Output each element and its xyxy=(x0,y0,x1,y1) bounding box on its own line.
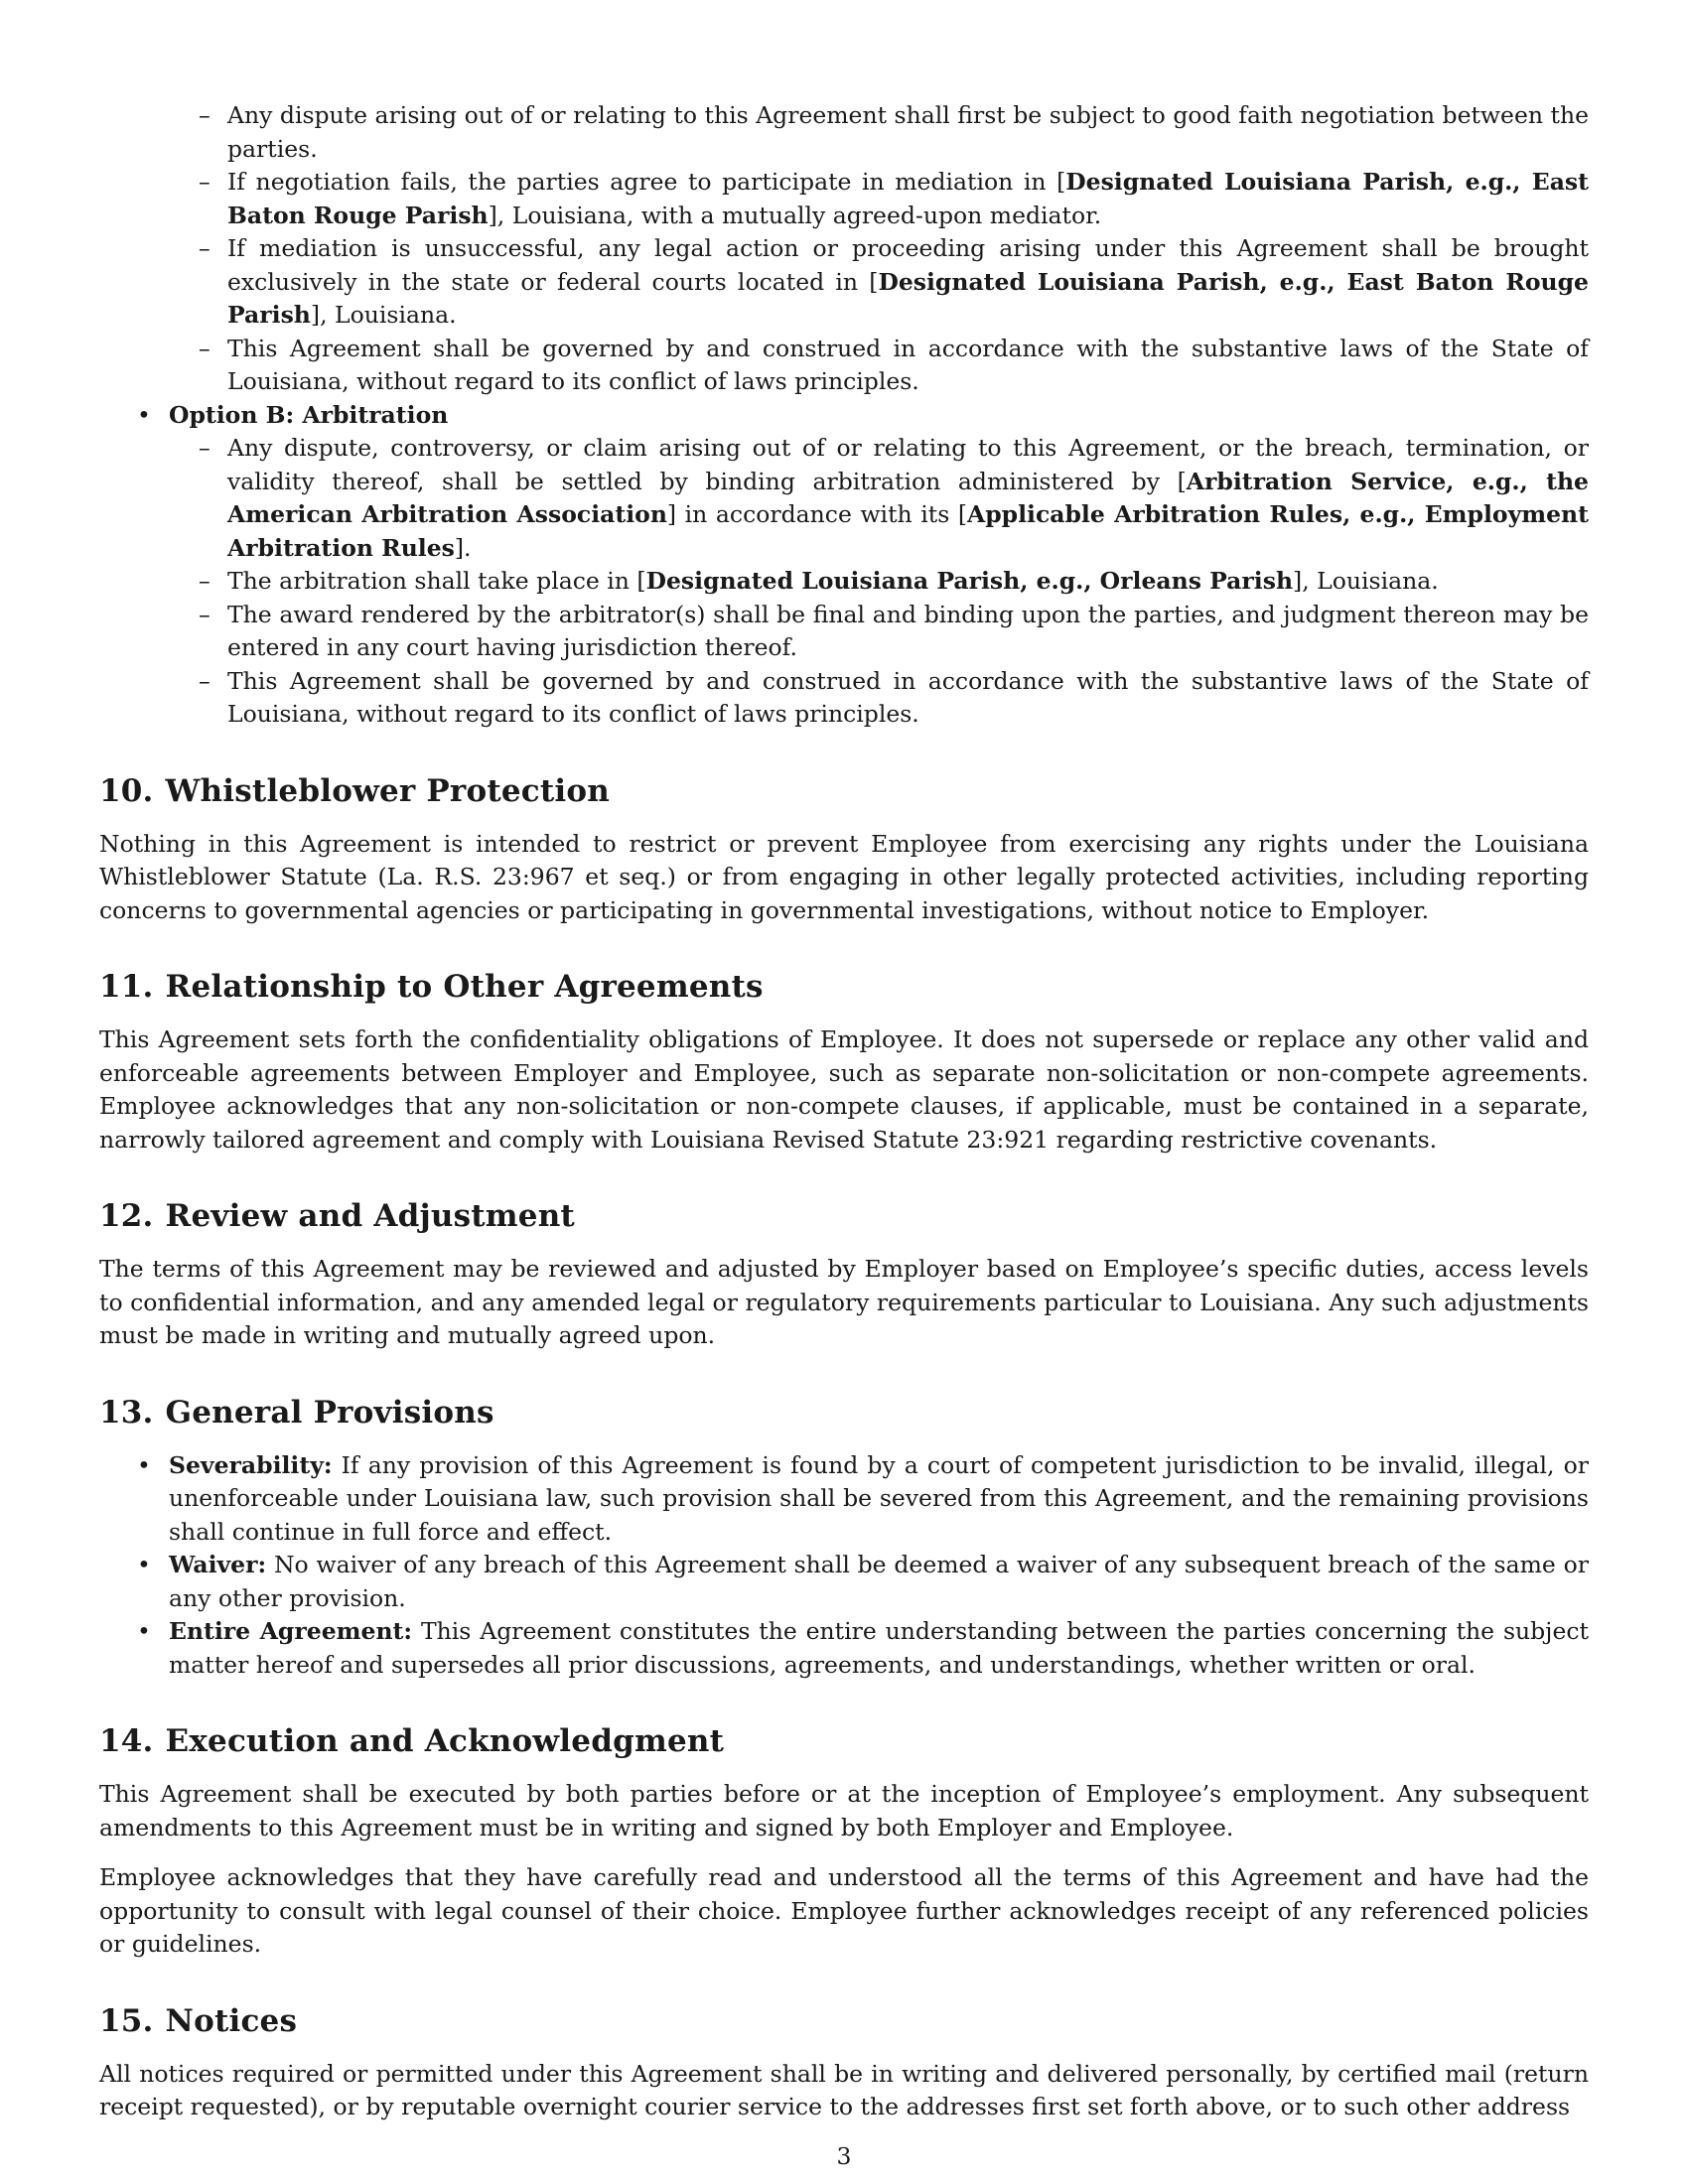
option-b-label: Option B: Arbitration xyxy=(169,400,449,429)
list-item: – If mediation is unsuccessful, any legal action or proceeding arising under this Agreement shall be brought exclusively in the state or federal courts located in [Designated Louisiana Parish, e.g., East Baton Rouge Parish], Louisiana. xyxy=(99,232,1589,333)
document-page xyxy=(99,99,1589,2124)
dispute-resolution-list xyxy=(99,99,1589,399)
section-12-body: The terms of this Agreement may be reviewed and adjusted by Employer based on Employee’s specific duties, access levels to confidential information, and any amended legal or regulatory requirements particular to Louisiana. Any such adjustments must be made in writing and mutually agreed upon. xyxy=(99,1255,1589,1349)
option-b-list xyxy=(99,399,1589,732)
section-heading-15: 15. Notices xyxy=(99,2002,298,2039)
section-heading-14: 14. Execution and Acknowledgment xyxy=(99,1723,725,1759)
list-item: – This Agreement shall be governed by and construed in accordance with the substantive laws of the State of Louisiana, without regard to its conflict of laws principles. xyxy=(99,333,1589,399)
section-heading-12: 12. Review and Adjustment xyxy=(99,1198,575,1234)
list-item: • Entire Agreement: This Agreement constitutes the entire understanding between the parties concerning the subject matter hereof and supersedes all prior discussions, agreements, and understandings, whether written or oral. xyxy=(99,1615,1589,1682)
list-item: – The award rendered by the arbitrator(s) shall be final and binding upon the parties, and judgment thereon may be entered in any court having jurisdiction thereof. xyxy=(169,599,1589,665)
section-14-body-1: This Agreement shall be executed by both parties before or at the inception of Employee’s employment. Any subsequent amendments to this Agreement must be in writing and signed by both Employer and Employee. xyxy=(99,1780,1589,1842)
section-10-body: Nothing in this Agreement is intended to restrict or prevent Employee from exercising any rights under the Louisiana Whistleblower Statute (La. R.S. 23:967 et seq.) or from engaging in other legally protected activities, including reporting concerns to governmental agencies or participating in governmental investigations, without notice to Employer. xyxy=(99,829,1589,924)
list-item: • Severability: If any provision of this Agreement is found by a court of competent jurisdiction to be invalid, illegal, or unenforceable under Louisiana law, such provision shall be severed from this Agreement, and the remaining provisions shall continue in full force and effect. xyxy=(99,1449,1589,1550)
section-14-body-2: Employee acknowledges that they have carefully read and understood all the terms of this Agreement and have had the opportunity to consult with legal counsel of their choice. Employee further acknowledges receipt of any referenced policies or guidelines. xyxy=(99,1863,1589,1958)
list-item: – Any dispute, controversy, or claim arising out of or relating to this Agreement, or the breach, termination, or validity thereof, shall be settled by binding arbitration administered by [Arbitration Service, e.g., the American Arbitration Association] in accordance with its [Applicable Arbitration Rules, e.g., Employment Arbitration Rules]. xyxy=(169,432,1589,565)
section-heading-11: 11. Relationship to Other Agreements xyxy=(99,969,764,1005)
section-11-body: This Agreement sets forth the confidentiality obligations of Employee. It does not supersede or replace any other valid and enforceable agreements between Employer and Employee, such as separate non-solicitation or non-compete agreements. Employee acknowledges that any non-solicitation or non-compete clauses, if applicable, must be contained in a separate, narrowly tailored agreement and comply with Louisiana Revised Statute 23:921 regarding restrictive covenants. xyxy=(99,1025,1589,1154)
general-provisions-list xyxy=(99,1449,1589,1683)
arbitration-list xyxy=(169,432,1589,732)
list-item: • Waiver: No waiver of any breach of this Agreement shall be deemed a waiver of any subsequent breach of the same or any other provision. xyxy=(99,1549,1589,1615)
section-heading-10: 10. Whistleblower Protection xyxy=(99,772,610,809)
section-15-body: All notices required or permitted under this Agreement shall be in writing and delivered personally, by certified mail (return receipt requested), or by reputable overnight courier service to the addresses first set forth above, or to such other address xyxy=(99,2059,1589,2120)
list-item: – Any dispute arising out of or relating to this Agreement shall first be subject to good faith negotiation between the parties. xyxy=(99,99,1589,166)
list-item: – The arbitration shall take place in [Designated Louisiana Parish, e.g., Orleans Parish], Louisiana. xyxy=(169,565,1589,599)
list-item: – If negotiation fails, the parties agree to participate in mediation in [Designated Louisiana Parish, e.g., East Baton Rouge Parish], Louisiana, with a mutually agreed-upon mediator. xyxy=(99,166,1589,232)
option-b-item xyxy=(99,399,1589,732)
page-number: 3 xyxy=(836,2142,852,2170)
section-heading-13: 13. General Provisions xyxy=(99,1394,494,1431)
list-item: – This Agreement shall be governed by and construed in accordance with the substantive laws of the State of Louisiana, without regard to its conflict of laws principles. xyxy=(169,665,1589,732)
